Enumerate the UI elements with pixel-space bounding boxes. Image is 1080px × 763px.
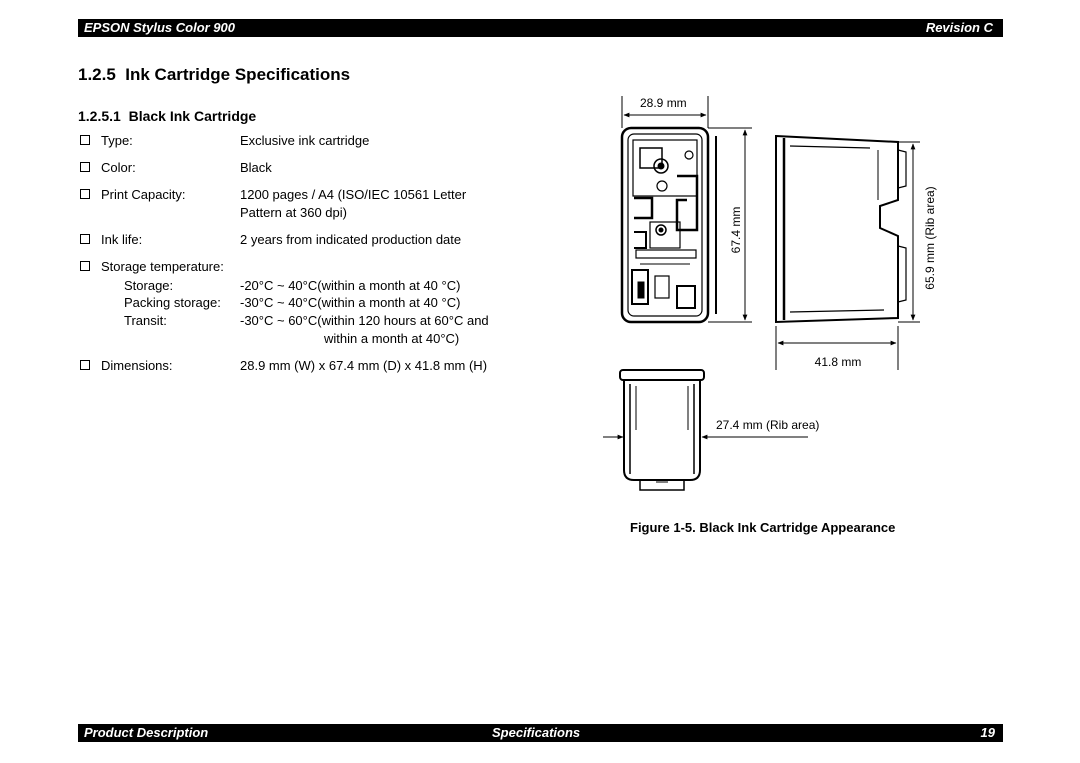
figure-caption: Figure 1-5. Black Ink Cartridge Appearance	[630, 520, 896, 535]
rib-height-dimension	[898, 142, 920, 322]
footer-section: Specifications	[492, 725, 581, 740]
spec-color-label: Color:	[101, 160, 136, 175]
subsection-heading: 1.2.5.1 Black Ink Cartridge	[78, 108, 257, 124]
spec-storage-value: -20°C ~ 40°C(within a month at 40 °C)	[240, 278, 461, 293]
header-revision: Revision C	[925, 20, 993, 35]
footer-bar	[78, 724, 1003, 742]
rib-height-dimension-label: 65.9 mm (Rib area)	[923, 186, 937, 290]
spec-packing-value: -30°C ~ 40°C(within a month at 40 °C)	[240, 295, 461, 310]
spec-dimensions-value: 28.9 mm (W) x 67.4 mm (D) x 41.8 mm (H)	[240, 358, 488, 373]
section-heading: 1.2.5 Ink Cartridge Specifications	[78, 65, 351, 84]
spec-color-value: Black	[240, 160, 272, 175]
spec-packing-label: Packing storage:	[124, 295, 221, 310]
cartridge-top-view	[622, 128, 716, 322]
spec-type-value: Exclusive ink cartridge	[240, 133, 370, 148]
spec-capacity-label: Print Capacity:	[101, 187, 186, 202]
spec-transit-value-cont: within a month at 40°C)	[324, 331, 460, 346]
spec-dimensions-label: Dimensions:	[101, 358, 173, 373]
rib-width-dimension-label: 27.4 mm (Rib area)	[716, 418, 820, 432]
spec-inklife-label: Ink life:	[101, 232, 143, 247]
cartridge-side-view	[776, 136, 906, 322]
spec-type-label: Type:	[101, 133, 133, 148]
footer-chapter: Product Description	[84, 725, 209, 740]
spec-transit-value: -30°C ~ 60°C(within 120 hours at 60°C and	[240, 313, 489, 328]
header-product-name: EPSON Stylus Color 900	[84, 20, 235, 35]
spec-capacity-value-cont: Pattern at 360 dpi)	[240, 205, 347, 220]
page-number: 19	[980, 725, 995, 740]
height-dimension-label: 41.8 mm	[814, 355, 862, 369]
spec-capacity-value: 1200 pages / A4 (ISO/IEC 10561 Letter	[240, 187, 467, 202]
spec-storage-temp-label: Storage temperature:	[101, 259, 224, 274]
spec-storage-label: Storage:	[124, 278, 174, 293]
spec-inklife-value: 2 years from indicated production date	[240, 232, 462, 247]
width-dimension-label: 28.9 mm	[640, 96, 687, 110]
cartridge-end-view	[620, 370, 704, 490]
spec-transit-label: Transit:	[124, 313, 167, 328]
depth-dimension-label: 67.4 mm	[729, 206, 743, 254]
